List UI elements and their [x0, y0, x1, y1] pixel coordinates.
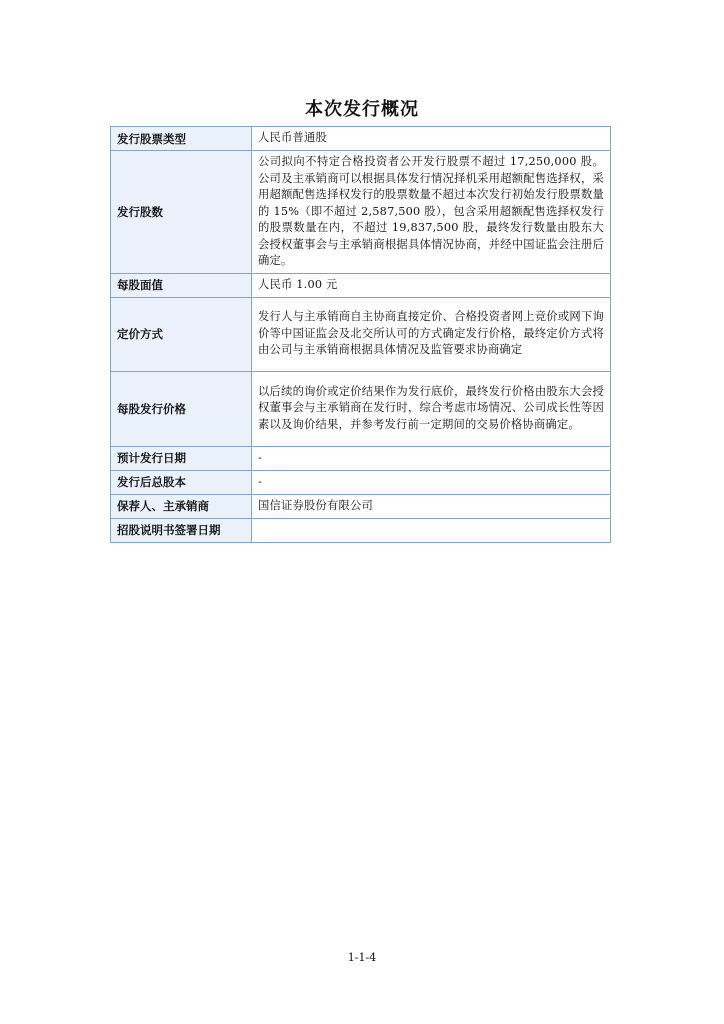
table-row: [111, 273, 611, 297]
row-value: 国信证券股份有限公司: [252, 494, 611, 518]
row-value: -: [252, 470, 611, 494]
table-row: [111, 494, 611, 518]
page-number: 1-1-4: [347, 951, 377, 964]
row-value: 以后续的询价或定价结果作为发行底价，最终发行价格由股东大会授权董事会与主承销商在发行时，综合考虑市场情况、公司成长性等因素以及询价结果，并参考发行前一定期间的交易价格协商确定。: [252, 371, 611, 446]
offering-overview-table: [110, 126, 611, 543]
row-label: 发行股数: [111, 151, 252, 274]
row-value: 发行人与主承销商自主协商直接定价、合格投资者网上竞价或网下询价等中国证监会及北交所认可的方式确定发行价格，最终定价方式将由公司与主承销商根据具体情况及监管要求协商确定: [252, 297, 611, 371]
row-label: 定价方式: [111, 297, 252, 371]
page-title: 本次发行概况: [305, 99, 419, 120]
table-row: [111, 446, 611, 470]
row-label: 每股发行价格: [111, 371, 252, 446]
row-value: 人民币普通股: [252, 127, 611, 151]
row-label: 发行后总股本: [111, 470, 252, 494]
row-value: 公司拟向不特定合格投资者公开发行股票不超过 17,250,000 股。公司及主承销商可以根据具体发行情况择机采用超额配售选择权，采用超额配售选择权发行的股票数量不超过本次发行初始发行股票数量的 15%（即不超过 2,587,500 股），包含采用超额配售选择权发行的股票数量在内，不超过 19,837,500 股，最终发行数量由股东大会授权董事会与主承销商根据具体情况协商，并经中国证监会注册后确定。: [252, 151, 611, 274]
row-value: [252, 518, 611, 542]
row-label: 招股说明书签署日期: [111, 518, 252, 542]
row-label: 发行股票类型: [111, 127, 252, 151]
table-row: [111, 470, 611, 494]
row-label: 保荐人、主承销商: [111, 494, 252, 518]
table-row: [111, 297, 611, 371]
table-row: [111, 151, 611, 274]
table-row: [111, 127, 611, 151]
row-label: 每股面值: [111, 273, 252, 297]
row-label: 预计发行日期: [111, 446, 252, 470]
table-row: [111, 371, 611, 446]
table-row: [111, 518, 611, 542]
row-value: -: [252, 446, 611, 470]
row-value: 人民币 1.00 元: [252, 273, 611, 297]
